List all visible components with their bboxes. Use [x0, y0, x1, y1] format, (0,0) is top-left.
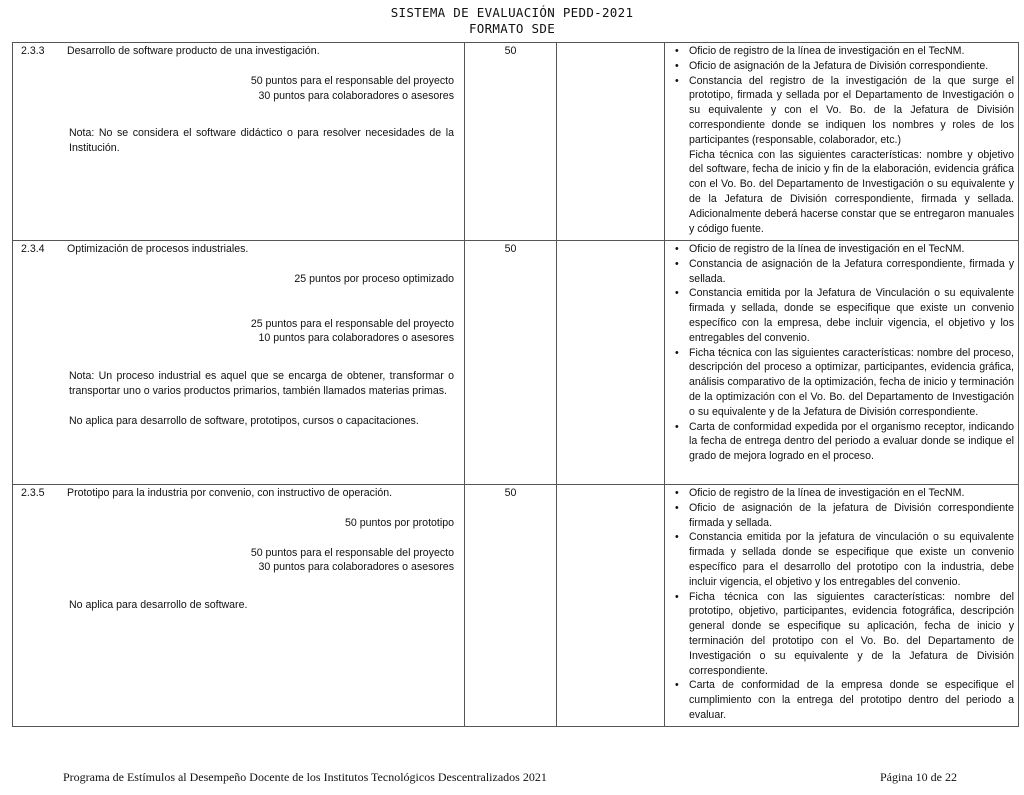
list-item: • Oficio de registro de la línea de investigación en el TecNM. [689, 486, 1014, 501]
points-line: 25 puntos por proceso optimizado [294, 272, 454, 285]
list-item: • Ficha técnica con las siguientes características: nombre del proceso, descripción del proceso a optimizar, participantes, evidencia gráfica, análisis comparativo de la optimización, fecha de inicio y terminación de la optimización con el Vo. Bo. del Departamento de Investigación o su equivalente y de la Jefatura de División correspondiente. [689, 346, 1014, 420]
requirements-cell [665, 485, 1019, 727]
item-number: 2.3.4 [21, 243, 45, 255]
score-cell: 50 [465, 485, 557, 727]
list-item: • Carta de conformidad de la empresa donde se especifique el cumplimiento con la entrega del prototipo dentro del periodo a evaluar. [689, 678, 1014, 722]
list-item: • Oficio de asignación de la Jefatura de División correspondiente. [689, 59, 1014, 74]
header-title: SISTEMA DE EVALUACIÓN PEDD-2021 [390, 5, 634, 20]
list-item: • Constancia del registro de la investigación de la que surge el prototipo, firmada y sellada por el Departamento de Investigación o su equivalente y con el Vo. Bo. de la Jefatura de División correspondiente donde se indiquen los nombres y roles de los participantes (responsable, colaborador, etc.) [689, 74, 1014, 148]
requirements-cell [665, 241, 1019, 485]
points-line: 25 puntos para el responsable del proyecto [250, 317, 454, 330]
list-item: • Ficha técnica con las siguientes características: nombre del prototipo, objetivo, participantes, evidencia fotográfica, descripción general donde se especifique su aplicación, fecha de inicio y terminación del prototipo con el Vo. Bo. del Departamento de Investigación o su equivalente y de la Jefatura de División correspondiente. [689, 590, 1014, 679]
list-item: • Oficio de registro de la línea de investigación en el TecNM. [689, 242, 1014, 257]
item-title: Prototipo para la industria por convenio, con instructivo de operación. [67, 487, 393, 499]
points-line: 50 puntos para el responsable del proyecto [250, 74, 454, 87]
note-text: Nota: No se considera el software didáctico o para resolver necesidades de la Institución. [69, 127, 454, 155]
points-line: 10 puntos para colaboradores o asesores [258, 332, 454, 345]
empty-cell [557, 43, 665, 241]
list-item: • Oficio de registro de la línea de investigación en el TecNM. [689, 44, 1014, 59]
points-line: 30 puntos para colaboradores o asesores [258, 89, 454, 102]
points-line: 50 puntos por prototipo [345, 516, 454, 529]
note-text: No aplica para desarrollo de software. [69, 599, 248, 612]
list-item: • Constancia emitida por la Jefatura de Vinculación o su equivalente firmada y sellada, donde se especifique que existe un convenio específico con la empresa, debe incluir vigencia, el objetivo y los entregables del convenio. [689, 286, 1014, 345]
note-text: No aplica para desarrollo de software, prototipos, cursos o capacitaciones. [69, 414, 419, 427]
description-cell [13, 485, 465, 727]
item-number: 2.3.3 [21, 45, 45, 57]
evaluation-table [12, 42, 1019, 727]
header-subtitle: FORMATO SDE [468, 21, 556, 36]
table-row [13, 485, 1019, 727]
description-cell [13, 241, 465, 485]
requirements-cell [665, 43, 1019, 241]
item-title: Optimización de procesos industriales. [67, 243, 249, 255]
list-item: • Carta de conformidad expedida por el organismo receptor, indicando la fecha de entrega dentro del periodo a evaluar donde se indique el grado de mejora logrado en el proceso. [689, 420, 1014, 464]
points-line: 50 puntos para el responsable del proyecto [250, 546, 454, 559]
note-text: Nota: Un proceso industrial es aquel que se encarga de obtener, transformar o transportar uno o varios productos primarios, también llamados materias primas. [69, 370, 454, 397]
tech-sheet-text: Ficha técnica con las siguientes características: nombre y objetivo del software, fecha de inicio y fin de la elaboración, evidencia gráfica con el Vo. Bo. del Departamento de Investigación o su equivalente y de la Jefatura de División correspondiente, firmada y sellada. Adicionalmente deberá hacerse constar que se entregaron manuales y código fuente. [689, 148, 1014, 235]
description-cell [13, 43, 465, 241]
item-number: 2.3.5 [21, 487, 45, 499]
points-line: 30 puntos para colaboradores o asesores [258, 561, 454, 574]
item-title: Desarrollo de software producto de una investigación. [67, 45, 320, 57]
score-cell: 50 [465, 241, 557, 485]
program-name: Programa de Estímulos al Desempeño Docente de los Institutos Tecnológicos Descentralizados 2021 [63, 770, 547, 784]
list-item: • Oficio de asignación de la jefatura de División correspondiente firmada y sellada. [689, 501, 1014, 531]
empty-cell [557, 485, 665, 727]
table-row [13, 241, 1019, 485]
table-row [13, 43, 1019, 241]
score-cell: 50 [465, 43, 557, 241]
empty-cell [557, 241, 665, 485]
page-number: Página 10 de 22 [880, 770, 957, 784]
list-item: • Constancia de asignación de la Jefatura correspondiente, firmada y sellada. [689, 257, 1014, 287]
document-header [0, 5, 1024, 37]
list-item: • Constancia emitida por la jefatura de vinculación o su equivalente firmada y sellada donde se especifique que existe un convenio específico para el desarrollo del prototipo con la industria, debe incluir vigencia, el objetivo y los entregables del convenio. [689, 530, 1014, 589]
